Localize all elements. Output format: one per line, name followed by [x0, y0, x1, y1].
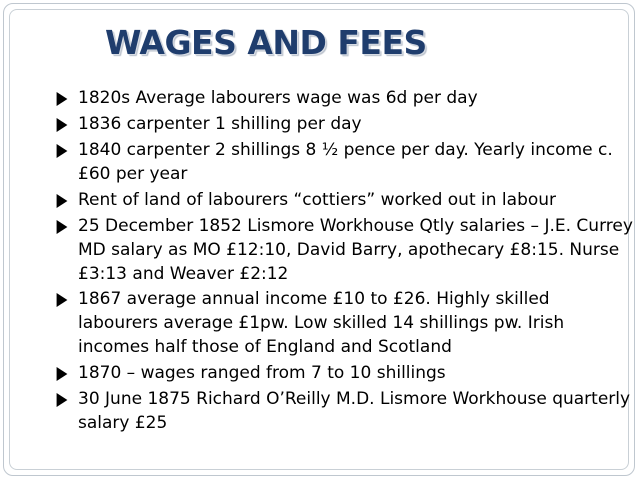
bullet-list — [54, 86, 634, 437]
bullet-text: 1867 average annual income £10 to £26. Highly skilled labourers average £1pw. Low skilled 14 shillings pw. Irish incomes half those of England and Scotland — [78, 289, 565, 357]
bullet-text: 25 December 1852 Lismore Workhouse Qtly salaries – J.E. Currey MD salary as MO £12:10, David Barry, apothecary £8:15. Nurse £3:13 and Weaver £2:12 — [78, 216, 633, 284]
bullet-item — [54, 86, 634, 110]
triangle-bullet-icon — [57, 393, 68, 407]
triangle-bullet-icon — [57, 220, 68, 234]
bullet-item — [54, 361, 634, 385]
bullet-item — [54, 214, 634, 286]
bullet-text: 1870 – wages ranged from 7 to 10 shillings — [78, 363, 446, 383]
bullet-item — [54, 112, 634, 136]
triangle-bullet-icon — [57, 194, 68, 208]
bullet-text: Rent of land of labourers “cottiers” worked out in labour — [78, 190, 557, 210]
bullet-item — [54, 287, 634, 359]
bullet-text: 30 June 1875 Richard O’Reilly M.D. Lismore Workhouse quarterly salary £25 — [78, 389, 631, 433]
bullet-text: 1820s Average labourers wage was 6d per day — [78, 88, 478, 108]
triangle-bullet-icon — [57, 144, 68, 158]
triangle-bullet-icon — [57, 118, 68, 132]
bullet-text: 1836 carpenter 1 shilling per day — [78, 114, 362, 134]
bullet-item — [54, 387, 634, 435]
triangle-bullet-icon — [57, 92, 68, 106]
triangle-bullet-icon — [57, 367, 68, 381]
bullet-item — [54, 138, 634, 186]
slide-title: WAGES AND FEES — [105, 23, 427, 62]
bullet-item — [54, 188, 634, 212]
bullet-text: 1840 carpenter 2 shillings 8 ½ pence per day. Yearly income c. £60 per year — [78, 140, 613, 184]
triangle-bullet-icon — [57, 293, 68, 307]
